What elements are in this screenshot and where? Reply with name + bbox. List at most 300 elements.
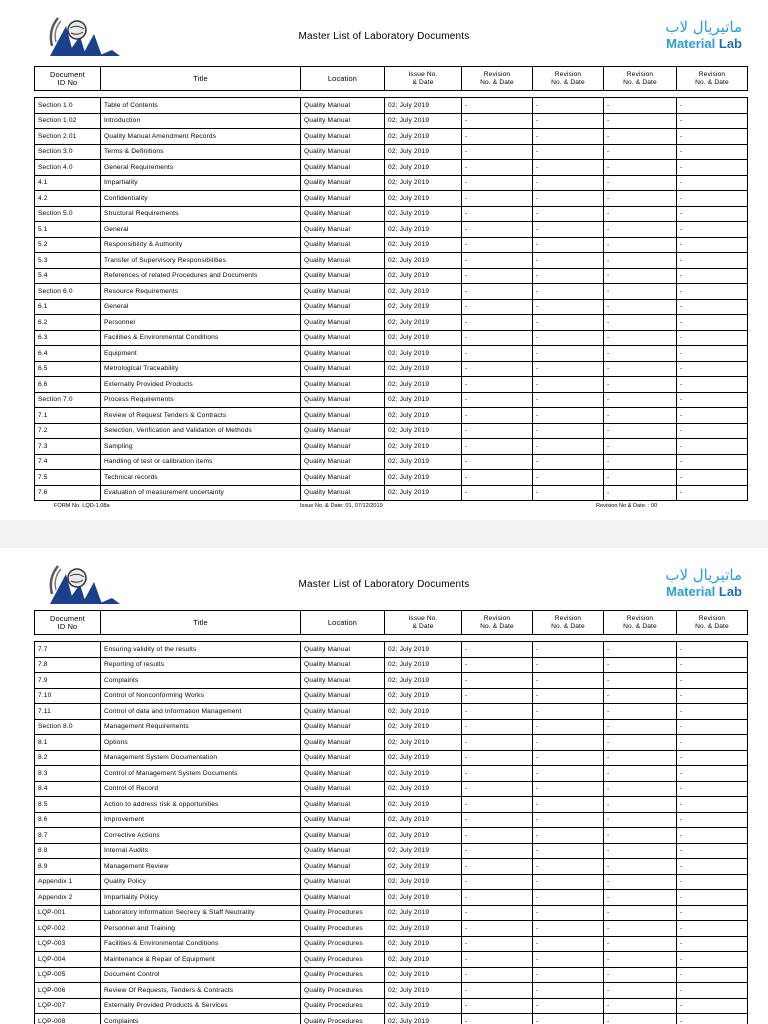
title-cell: Reporting of results bbox=[101, 657, 301, 673]
revision-2-cell: - bbox=[533, 439, 604, 455]
location-cell: Quality Manual bbox=[301, 330, 385, 346]
location-cell: Quality Manual bbox=[301, 812, 385, 828]
header-text-line: & Date bbox=[412, 78, 434, 86]
issue-cell: 02; July 2019 bbox=[385, 704, 462, 720]
document-list-table bbox=[34, 97, 748, 501]
table-row bbox=[35, 797, 748, 813]
brand-name-part-1: Material bbox=[666, 36, 716, 51]
revision-4-cell: - bbox=[677, 1014, 748, 1024]
revision-2-cell: - bbox=[533, 98, 604, 114]
revision-4-cell: - bbox=[677, 905, 748, 921]
revision-1-cell: - bbox=[462, 967, 533, 983]
material-lab-logo bbox=[650, 18, 742, 62]
revision-2-cell: - bbox=[533, 315, 604, 331]
issue-cell: 02; July 2019 bbox=[385, 843, 462, 859]
doc-id-cell: Appendix 2 bbox=[35, 890, 101, 906]
header-text-line: Title bbox=[193, 73, 208, 83]
table-row bbox=[35, 485, 748, 501]
brand-arabic-name: ماتيريال لاب bbox=[665, 18, 742, 36]
header-text-line: Document bbox=[50, 613, 85, 623]
issue-cell: 02; July 2019 bbox=[385, 222, 462, 238]
revision-3-cell: - bbox=[604, 206, 677, 222]
location-cell: Quality Manual bbox=[301, 439, 385, 455]
revision-4-cell: - bbox=[677, 423, 748, 439]
location-cell: Quality Manual bbox=[301, 253, 385, 269]
location-header bbox=[301, 67, 385, 91]
header-text-line: ID No bbox=[57, 77, 78, 87]
location-cell: Quality Procedures bbox=[301, 998, 385, 1014]
revision-2-cell: - bbox=[533, 797, 604, 813]
table-row bbox=[35, 967, 748, 983]
revision-4-cell: - bbox=[677, 921, 748, 937]
revision-3-cell: - bbox=[604, 253, 677, 269]
revision-1-cell: - bbox=[462, 160, 533, 176]
table-row bbox=[35, 284, 748, 300]
title-cell: Evaluation of measurement uncertainty bbox=[101, 485, 301, 501]
doc-id-cell: 4.2 bbox=[35, 191, 101, 207]
table-row bbox=[35, 983, 748, 999]
revision-2-cell: - bbox=[533, 129, 604, 145]
doc-id-cell: 6.6 bbox=[35, 377, 101, 393]
table-row bbox=[35, 268, 748, 284]
brand-name-part-2: Lab bbox=[718, 36, 742, 51]
revision-2-cell: - bbox=[533, 673, 604, 689]
revision-4-cell: - bbox=[677, 952, 748, 968]
table-row bbox=[35, 905, 748, 921]
table-row bbox=[35, 346, 748, 362]
table-row bbox=[35, 315, 748, 331]
doc-id-cell: 7.8 bbox=[35, 657, 101, 673]
revision-4-cell: - bbox=[677, 967, 748, 983]
revision-3-cell: - bbox=[604, 222, 677, 238]
material-lab-logo bbox=[650, 566, 742, 610]
title-cell: Process Requirements bbox=[101, 392, 301, 408]
revision-1-cell: - bbox=[462, 408, 533, 424]
table-row bbox=[35, 361, 748, 377]
revision-3-cell: - bbox=[604, 766, 677, 782]
table-row bbox=[35, 874, 748, 890]
title-cell: General bbox=[101, 299, 301, 315]
revision-1-header bbox=[462, 611, 533, 635]
revision-2-cell: - bbox=[533, 967, 604, 983]
doc-id-cell: 8.1 bbox=[35, 735, 101, 751]
location-cell: Quality Manual bbox=[301, 828, 385, 844]
revision-3-cell: - bbox=[604, 905, 677, 921]
table-row bbox=[35, 439, 748, 455]
revision-1-cell: - bbox=[462, 129, 533, 145]
issue-cell: 02; July 2019 bbox=[385, 392, 462, 408]
issue-header bbox=[385, 611, 462, 635]
issue-cell: 02; July 2019 bbox=[385, 315, 462, 331]
table-row bbox=[35, 454, 748, 470]
title-cell: Quality Manual Amendment Records bbox=[101, 129, 301, 145]
page-footer bbox=[0, 501, 768, 513]
issue-cell: 02; July 2019 bbox=[385, 797, 462, 813]
title-cell: Externally Provided Products & Services bbox=[101, 998, 301, 1014]
title-cell: Terms & Definitions bbox=[101, 144, 301, 160]
page-separator bbox=[0, 520, 768, 548]
issue-cell: 02; July 2019 bbox=[385, 299, 462, 315]
location-cell: Quality Manual bbox=[301, 392, 385, 408]
location-cell: Quality Manual bbox=[301, 704, 385, 720]
title-cell: Management Review bbox=[101, 859, 301, 875]
issue-cell: 02; July 2019 bbox=[385, 377, 462, 393]
revision-2-cell: - bbox=[533, 377, 604, 393]
revision-3-cell: - bbox=[604, 98, 677, 114]
revision-2-cell: - bbox=[533, 735, 604, 751]
table-row bbox=[35, 330, 748, 346]
table-row bbox=[35, 237, 748, 253]
revision-1-cell: - bbox=[462, 330, 533, 346]
location-cell: Quality Manual bbox=[301, 315, 385, 331]
revision-2-cell: - bbox=[533, 408, 604, 424]
doc-id-cell: Section 2.01 bbox=[35, 129, 101, 145]
revision-3-cell: - bbox=[604, 454, 677, 470]
doc-id-cell: LQP-004 bbox=[35, 952, 101, 968]
title-cell: General bbox=[101, 222, 301, 238]
revision-2-cell: - bbox=[533, 237, 604, 253]
location-cell: Quality Manual bbox=[301, 470, 385, 486]
revision-1-cell: - bbox=[462, 268, 533, 284]
title-cell: Options bbox=[101, 735, 301, 751]
issue-cell: 02; July 2019 bbox=[385, 998, 462, 1014]
revision-3-cell: - bbox=[604, 719, 677, 735]
location-cell: Quality Manual bbox=[301, 175, 385, 191]
revision-4-cell: - bbox=[677, 284, 748, 300]
location-cell: Quality Manual bbox=[301, 299, 385, 315]
issue-cell: 02; July 2019 bbox=[385, 905, 462, 921]
location-cell: Quality Manual bbox=[301, 735, 385, 751]
location-cell: Quality Manual bbox=[301, 719, 385, 735]
revision-3-cell: - bbox=[604, 160, 677, 176]
table-row bbox=[35, 673, 748, 689]
header-text-line: & Date bbox=[412, 622, 434, 630]
issue-cell: 02; July 2019 bbox=[385, 688, 462, 704]
revision-3-header bbox=[604, 67, 677, 91]
revision-1-cell: - bbox=[462, 673, 533, 689]
location-cell: Quality Manual bbox=[301, 237, 385, 253]
revision-2-cell: - bbox=[533, 253, 604, 269]
document-id-header bbox=[35, 67, 101, 91]
title-cell: Maintenance & Repair of Equipment bbox=[101, 952, 301, 968]
revision-1-cell: - bbox=[462, 361, 533, 377]
revision-4-cell: - bbox=[677, 797, 748, 813]
revision-1-cell: - bbox=[462, 998, 533, 1014]
header-text-line: Location bbox=[327, 73, 358, 83]
revision-1-cell: - bbox=[462, 797, 533, 813]
revision-3-cell: - bbox=[604, 346, 677, 362]
revision-1-cell: - bbox=[462, 485, 533, 501]
revision-3-cell: - bbox=[604, 392, 677, 408]
revision-3-cell: - bbox=[604, 967, 677, 983]
location-cell: Quality Manual bbox=[301, 206, 385, 222]
revision-4-cell: - bbox=[677, 175, 748, 191]
revision-1-cell: - bbox=[462, 346, 533, 362]
title-cell: Introduction bbox=[101, 113, 301, 129]
issue-cell: 02; July 2019 bbox=[385, 1014, 462, 1024]
revision-3-cell: - bbox=[604, 688, 677, 704]
document-title: Master List of Laboratory Documents bbox=[298, 31, 470, 42]
location-cell: Quality Procedures bbox=[301, 983, 385, 999]
doc-id-cell: LQP-001 bbox=[35, 905, 101, 921]
revision-1-cell: - bbox=[462, 423, 533, 439]
revision-3-cell: - bbox=[604, 859, 677, 875]
location-cell: Quality Manual bbox=[301, 423, 385, 439]
revision-4-cell: - bbox=[677, 936, 748, 952]
revision-4-cell: - bbox=[677, 735, 748, 751]
doc-id-cell: 7.7 bbox=[35, 642, 101, 658]
location-cell: Quality Manual bbox=[301, 688, 385, 704]
table-row bbox=[35, 812, 748, 828]
revision-2-cell: - bbox=[533, 642, 604, 658]
issue-cell: 02; July 2019 bbox=[385, 983, 462, 999]
revision-1-cell: - bbox=[462, 237, 533, 253]
header-text-line: Issue No. bbox=[408, 614, 438, 622]
title-cell: General Requirements bbox=[101, 160, 301, 176]
table-row bbox=[35, 766, 748, 782]
revision-4-cell: - bbox=[677, 144, 748, 160]
issue-cell: 02; July 2019 bbox=[385, 936, 462, 952]
title-cell: Ensuring validity of the results bbox=[101, 642, 301, 658]
revision-3-cell: - bbox=[604, 377, 677, 393]
revision-3-cell: - bbox=[604, 439, 677, 455]
title-cell: Corrective Actions bbox=[101, 828, 301, 844]
issue-cell: 02; July 2019 bbox=[385, 750, 462, 766]
revision-1-cell: - bbox=[462, 781, 533, 797]
revision-info: Revision No & Date. : 00 bbox=[596, 503, 658, 509]
revision-3-cell: - bbox=[604, 750, 677, 766]
revision-1-cell: - bbox=[462, 874, 533, 890]
revision-2-cell: - bbox=[533, 361, 604, 377]
location-cell: Quality Procedures bbox=[301, 967, 385, 983]
header-text-line: Revision bbox=[554, 614, 582, 622]
issue-cell: 02; July 2019 bbox=[385, 952, 462, 968]
table-row bbox=[35, 253, 748, 269]
table-row bbox=[35, 160, 748, 176]
location-header bbox=[301, 611, 385, 635]
revision-3-cell: - bbox=[604, 129, 677, 145]
doc-id-cell: Section 4.0 bbox=[35, 160, 101, 176]
revision-1-cell: - bbox=[462, 206, 533, 222]
location-cell: Quality Manual bbox=[301, 485, 385, 501]
revision-4-cell: - bbox=[677, 222, 748, 238]
issue-cell: 02; July 2019 bbox=[385, 253, 462, 269]
table-row bbox=[35, 299, 748, 315]
title-cell: Facilities & Environmental Conditions bbox=[101, 936, 301, 952]
table-row bbox=[35, 113, 748, 129]
title-cell: Impartiality bbox=[101, 175, 301, 191]
table-row bbox=[35, 704, 748, 720]
header-text-line: No. & Date bbox=[695, 622, 729, 630]
revision-1-cell: - bbox=[462, 688, 533, 704]
revision-4-cell: - bbox=[677, 392, 748, 408]
table-row bbox=[35, 1014, 748, 1024]
revision-1-cell: - bbox=[462, 828, 533, 844]
brand-english-name bbox=[650, 584, 742, 600]
page-header bbox=[0, 548, 768, 614]
revision-1-cell: - bbox=[462, 439, 533, 455]
revision-4-cell: - bbox=[677, 454, 748, 470]
revision-4-cell: - bbox=[677, 315, 748, 331]
revision-1-cell: - bbox=[462, 890, 533, 906]
revision-4-cell: - bbox=[677, 377, 748, 393]
title-cell: Document Control bbox=[101, 967, 301, 983]
brand-name-part-1: Material bbox=[666, 584, 716, 599]
revision-3-cell: - bbox=[604, 828, 677, 844]
revision-1-cell: - bbox=[462, 299, 533, 315]
issue-cell: 02; July 2019 bbox=[385, 330, 462, 346]
doc-id-cell: 8.6 bbox=[35, 812, 101, 828]
issue-cell: 02; July 2019 bbox=[385, 268, 462, 284]
header-text-line: No. & Date bbox=[480, 78, 514, 86]
revision-4-cell: - bbox=[677, 346, 748, 362]
table-row bbox=[35, 735, 748, 751]
issue-cell: 02; July 2019 bbox=[385, 129, 462, 145]
issue-cell: 02; July 2019 bbox=[385, 828, 462, 844]
table-row bbox=[35, 750, 748, 766]
revision-4-cell: - bbox=[677, 657, 748, 673]
table-row bbox=[35, 642, 748, 658]
doc-id-cell: 6.5 bbox=[35, 361, 101, 377]
revision-1-cell: - bbox=[462, 936, 533, 952]
revision-3-cell: - bbox=[604, 952, 677, 968]
revision-3-cell: - bbox=[604, 890, 677, 906]
revision-1-cell: - bbox=[462, 843, 533, 859]
location-cell: Quality Manual bbox=[301, 129, 385, 145]
revision-4-cell: - bbox=[677, 812, 748, 828]
revision-1-cell: - bbox=[462, 392, 533, 408]
location-cell: Quality Manual bbox=[301, 781, 385, 797]
doc-id-cell: 7.3 bbox=[35, 439, 101, 455]
issue-info: Issue No. & Date: 01, 07/12/2019 bbox=[300, 503, 383, 509]
revision-4-cell: - bbox=[677, 719, 748, 735]
table-row bbox=[35, 688, 748, 704]
revision-3-cell: - bbox=[604, 781, 677, 797]
revision-4-cell: - bbox=[677, 704, 748, 720]
table-row bbox=[35, 470, 748, 486]
revision-4-cell: - bbox=[677, 191, 748, 207]
revision-2-cell: - bbox=[533, 144, 604, 160]
title-cell: Control of Nonconforming Works bbox=[101, 688, 301, 704]
page-header bbox=[0, 0, 768, 66]
revision-4-cell: - bbox=[677, 98, 748, 114]
revision-3-cell: - bbox=[604, 470, 677, 486]
revision-2-cell: - bbox=[533, 812, 604, 828]
issue-cell: 02; July 2019 bbox=[385, 144, 462, 160]
title-cell: Quality Policy bbox=[101, 874, 301, 890]
revision-3-cell: - bbox=[604, 268, 677, 284]
location-cell: Quality Manual bbox=[301, 454, 385, 470]
issue-cell: 02; July 2019 bbox=[385, 98, 462, 114]
revision-4-cell: - bbox=[677, 253, 748, 269]
location-cell: Quality Manual bbox=[301, 408, 385, 424]
revision-4-cell: - bbox=[677, 843, 748, 859]
location-cell: Quality Manual bbox=[301, 874, 385, 890]
location-cell: Quality Manual bbox=[301, 144, 385, 160]
revision-3-cell: - bbox=[604, 874, 677, 890]
doc-id-cell: 5.3 bbox=[35, 253, 101, 269]
doc-id-cell: 6.1 bbox=[35, 299, 101, 315]
doc-id-cell: Section 1.02 bbox=[35, 113, 101, 129]
title-cell: Resource Requirements bbox=[101, 284, 301, 300]
table-row bbox=[35, 719, 748, 735]
document-list-table bbox=[34, 641, 748, 1024]
header-text-line: No. & Date bbox=[695, 78, 729, 86]
table-row bbox=[35, 144, 748, 160]
revision-2-cell: - bbox=[533, 688, 604, 704]
revision-1-cell: - bbox=[462, 1014, 533, 1024]
revision-1-header bbox=[462, 67, 533, 91]
issue-cell: 02; July 2019 bbox=[385, 346, 462, 362]
revision-2-header bbox=[533, 67, 604, 91]
revision-3-cell: - bbox=[604, 191, 677, 207]
revision-2-cell: - bbox=[533, 719, 604, 735]
location-cell: Quality Procedures bbox=[301, 936, 385, 952]
issue-cell: 02; July 2019 bbox=[385, 859, 462, 875]
form-number: FORM No. LQD-1.08a bbox=[54, 503, 110, 509]
revision-2-cell: - bbox=[533, 330, 604, 346]
table-row bbox=[35, 936, 748, 952]
revision-2-cell: - bbox=[533, 346, 604, 362]
issue-cell: 02; July 2019 bbox=[385, 890, 462, 906]
doc-id-cell: 8.3 bbox=[35, 766, 101, 782]
revision-4-cell: - bbox=[677, 983, 748, 999]
issue-cell: 02; July 2019 bbox=[385, 657, 462, 673]
title-header bbox=[101, 611, 301, 635]
doc-id-cell: 5.4 bbox=[35, 268, 101, 284]
revision-1-cell: - bbox=[462, 454, 533, 470]
doc-id-cell: Section 3.0 bbox=[35, 144, 101, 160]
revision-1-cell: - bbox=[462, 284, 533, 300]
revision-2-cell: - bbox=[533, 268, 604, 284]
revision-1-cell: - bbox=[462, 735, 533, 751]
location-cell: Quality Procedures bbox=[301, 905, 385, 921]
table-row bbox=[35, 175, 748, 191]
column-header-table bbox=[34, 610, 748, 635]
revision-2-cell: - bbox=[533, 657, 604, 673]
revision-1-cell: - bbox=[462, 377, 533, 393]
title-cell: Transfer of Supervisory Responsibilities bbox=[101, 253, 301, 269]
revision-4-cell: - bbox=[677, 890, 748, 906]
doc-id-cell: Section 8.0 bbox=[35, 719, 101, 735]
revision-2-cell: - bbox=[533, 113, 604, 129]
header-text-line: Revision bbox=[626, 70, 654, 78]
revision-1-cell: - bbox=[462, 859, 533, 875]
issue-cell: 02; July 2019 bbox=[385, 735, 462, 751]
revision-2-cell: - bbox=[533, 206, 604, 222]
doc-id-cell: 8.2 bbox=[35, 750, 101, 766]
revision-2-cell: - bbox=[533, 843, 604, 859]
doc-id-cell: 8.9 bbox=[35, 859, 101, 875]
location-cell: Quality Manual bbox=[301, 268, 385, 284]
revision-4-cell: - bbox=[677, 673, 748, 689]
revision-1-cell: - bbox=[462, 657, 533, 673]
revision-1-cell: - bbox=[462, 750, 533, 766]
table-row bbox=[35, 191, 748, 207]
revision-2-cell: - bbox=[533, 454, 604, 470]
doc-id-cell: LQP-006 bbox=[35, 983, 101, 999]
revision-2-cell: - bbox=[533, 160, 604, 176]
title-cell: Technical records bbox=[101, 470, 301, 486]
revision-4-cell: - bbox=[677, 439, 748, 455]
revision-3-cell: - bbox=[604, 642, 677, 658]
revision-2-cell: - bbox=[533, 750, 604, 766]
header-text-line: Revision bbox=[483, 70, 511, 78]
title-cell: Management System Documentation bbox=[101, 750, 301, 766]
revision-4-cell: - bbox=[677, 828, 748, 844]
header-text-line: No. & Date bbox=[623, 622, 657, 630]
title-cell: Externally Provided Products bbox=[101, 377, 301, 393]
